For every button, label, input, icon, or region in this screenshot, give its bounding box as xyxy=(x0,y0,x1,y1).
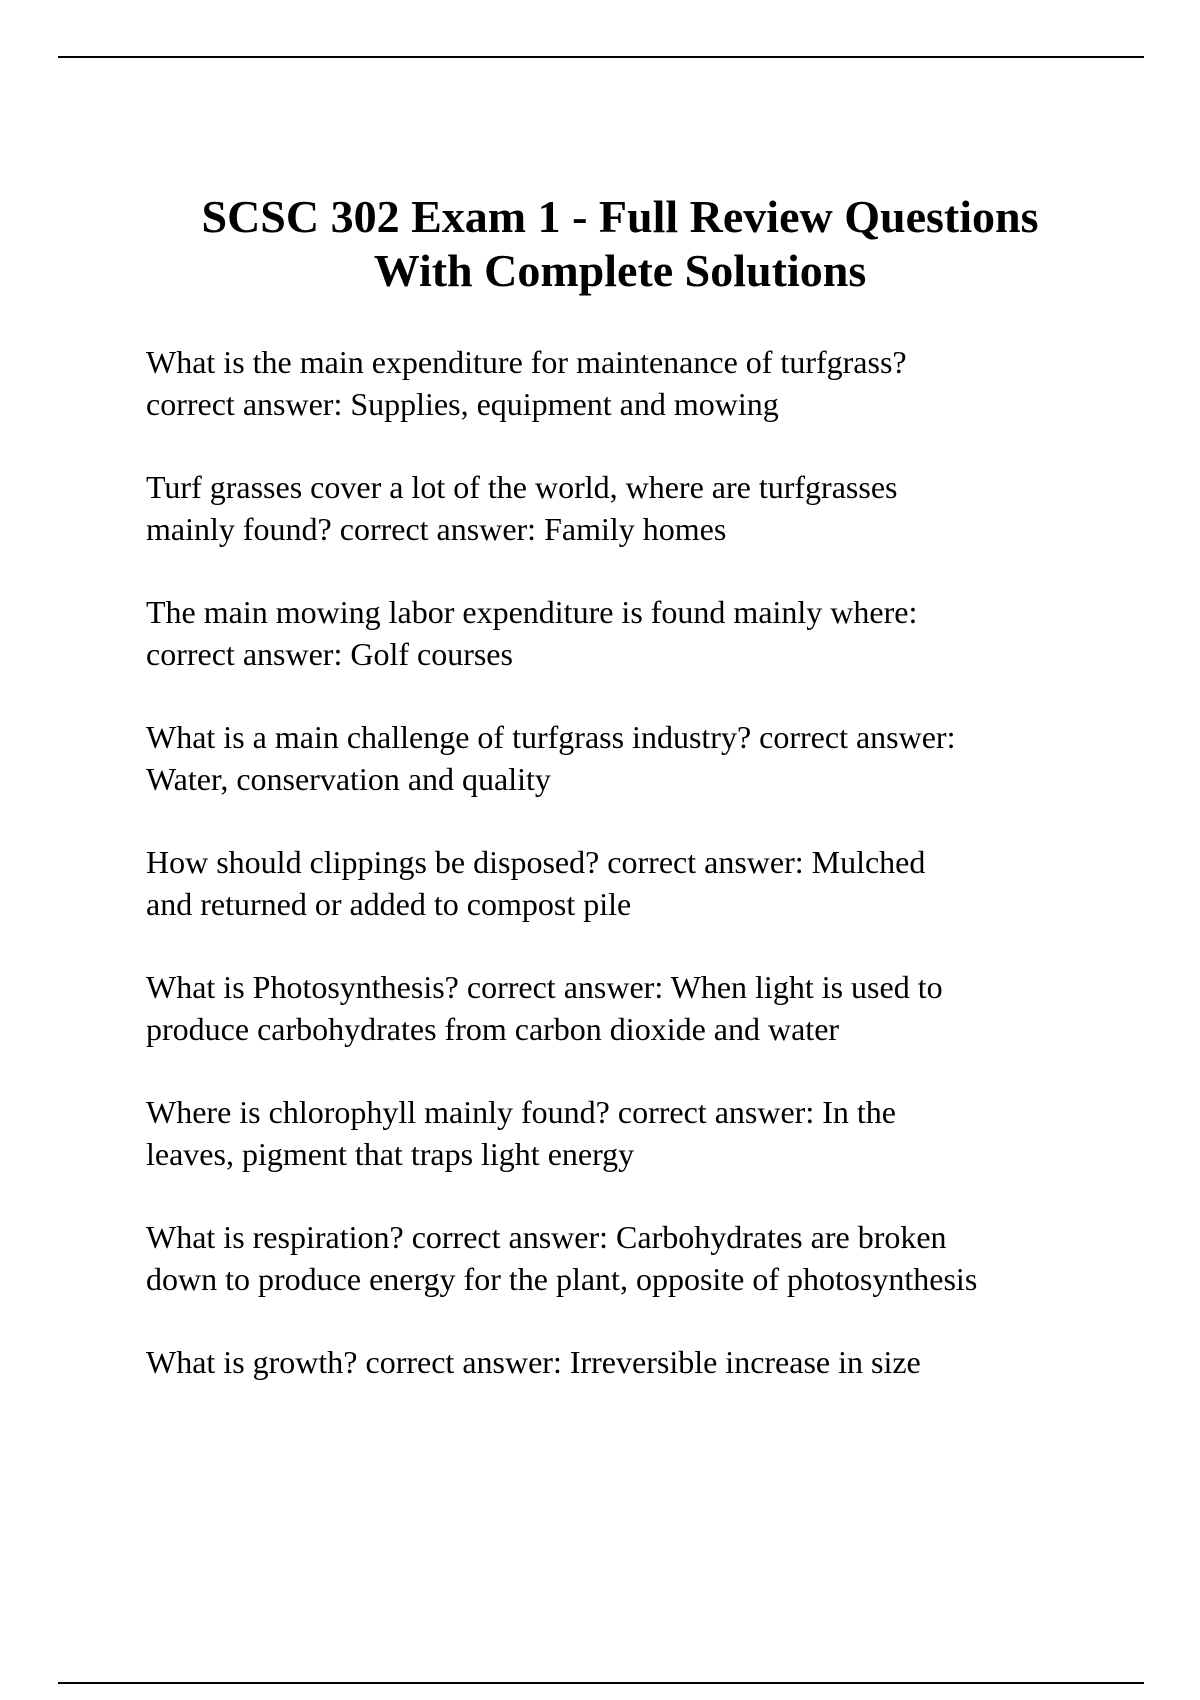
top-divider xyxy=(58,56,1144,58)
qa-item xyxy=(146,591,1106,675)
qa-item xyxy=(146,841,1106,925)
document-title xyxy=(120,190,1120,298)
bottom-divider xyxy=(58,1682,1144,1684)
qa-line: produce carbohydrates from carbon dioxide and water xyxy=(146,1011,840,1047)
qa-line: Water, conservation and quality xyxy=(146,761,551,797)
qa-line: mainly found? correct answer: Family homes xyxy=(146,511,727,547)
qa-line: How should clippings be disposed? correct answer: Mulched xyxy=(146,844,926,880)
qa-line: What is the main expenditure for maintenance of turfgrass? xyxy=(146,344,907,380)
qa-line: Turf grasses cover a lot of the world, where are turfgrasses xyxy=(146,469,898,505)
qa-item xyxy=(146,716,1106,800)
qa-line: What is growth? correct answer: Irreversible increase in size xyxy=(146,1344,921,1380)
qa-item xyxy=(146,1341,1106,1383)
qa-line: Where is chlorophyll mainly found? correct answer: In the xyxy=(146,1094,896,1130)
qa-line: correct answer: Supplies, equipment and mowing xyxy=(146,386,779,422)
qa-item xyxy=(146,1216,1106,1300)
qa-line: What is a main challenge of turfgrass industry? correct answer: xyxy=(146,719,956,755)
qa-line: The main mowing labor expenditure is found mainly where: xyxy=(146,594,918,630)
qa-line: down to produce energy for the plant, opposite of photosynthesis xyxy=(146,1261,978,1297)
qa-line: What is Photosynthesis? correct answer: When light is used to xyxy=(146,969,943,1005)
title-line-2: With Complete Solutions xyxy=(373,245,867,296)
qa-item xyxy=(146,1091,1106,1175)
qa-line: correct answer: Golf courses xyxy=(146,636,513,672)
qa-item xyxy=(146,341,1106,425)
qa-item xyxy=(146,466,1106,550)
qa-list xyxy=(146,341,1106,1424)
qa-line: leaves, pigment that traps light energy xyxy=(146,1136,635,1172)
qa-item xyxy=(146,966,1106,1050)
qa-line: and returned or added to compost pile xyxy=(146,886,632,922)
qa-line: What is respiration? correct answer: Carbohydrates are broken xyxy=(146,1219,947,1255)
title-line-1: SCSC 302 Exam 1 - Full Review Questions xyxy=(201,191,1039,242)
